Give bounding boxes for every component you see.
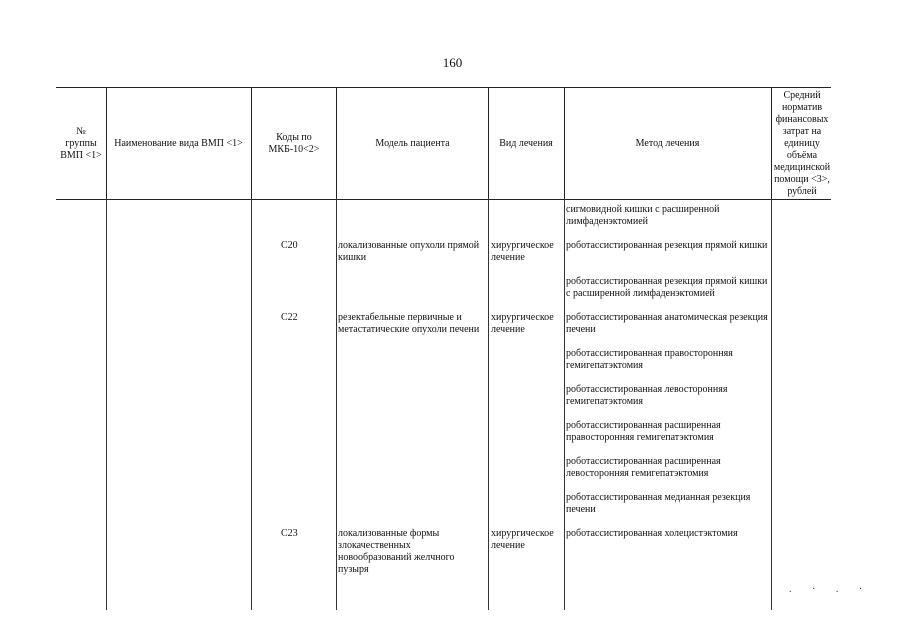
- header-type: Вид лечения: [499, 137, 553, 149]
- method-cell: роботассистированная левосторонняя гемигепатэктомия: [566, 384, 728, 407]
- table-header: [56, 87, 831, 200]
- patient-model: локализованные формы злокачественных новообразований желчного пузыря: [338, 528, 455, 575]
- header-codes: Коды по МКБ-10<2>: [268, 131, 320, 155]
- method-cell: роботассистированная расширенная левосторонняя гемигепатэктомия: [566, 456, 721, 479]
- method-cell: роботассистированная медианная резекция печени: [566, 492, 751, 515]
- column-divider: [488, 198, 489, 610]
- mkb-code: C23: [281, 528, 298, 539]
- column-divider: [251, 198, 252, 610]
- footer-marks: . · . ·: [789, 584, 872, 595]
- method-cell: роботассистированная резекция прямой кишки: [566, 240, 768, 251]
- column-divider: [336, 198, 337, 610]
- header-name: Наименование вида ВМП <1>: [114, 137, 243, 149]
- column-divider: [771, 198, 772, 610]
- patient-model: резектабельные первичные и метастатические опухоли печени: [338, 312, 480, 335]
- method-cell: роботассистированная холецистэктомия: [566, 528, 738, 539]
- header-cost: Средний норматив финансовых затрат на единицу объёма медицинской помощи <3>, рублей: [773, 89, 831, 197]
- header-method: Метод лечения: [635, 137, 700, 149]
- treatment-type: хирургическое лечение: [491, 312, 554, 335]
- mkb-code: C20: [281, 240, 298, 251]
- header-group: № группы ВМП <1>: [60, 125, 102, 161]
- page-number: 160: [442, 55, 463, 70]
- header-model: Модель пациента: [375, 137, 450, 149]
- mkb-code: C22: [281, 312, 298, 323]
- column-divider: [106, 198, 107, 610]
- method-cell: роботассистированная расширенная правосторонняя гемигепатэктомия: [566, 420, 721, 443]
- method-cell: роботассистированная правосторонняя гемигепатэктомия: [566, 348, 733, 371]
- treatment-type: хирургическое лечение: [491, 240, 554, 263]
- method-cell: роботассистированная анатомическая резекция печени: [566, 312, 768, 335]
- patient-model: локализованные опухоли прямой кишки: [338, 240, 480, 263]
- method-cell: сигмовидной кишки с расширенной лимфаденэктомией: [566, 204, 720, 227]
- column-divider: [564, 198, 565, 610]
- method-cell: роботассистированная резекция прямой кишки с расширенной лимфаденэктомией: [566, 276, 768, 299]
- treatment-type: хирургическое лечение: [491, 528, 554, 551]
